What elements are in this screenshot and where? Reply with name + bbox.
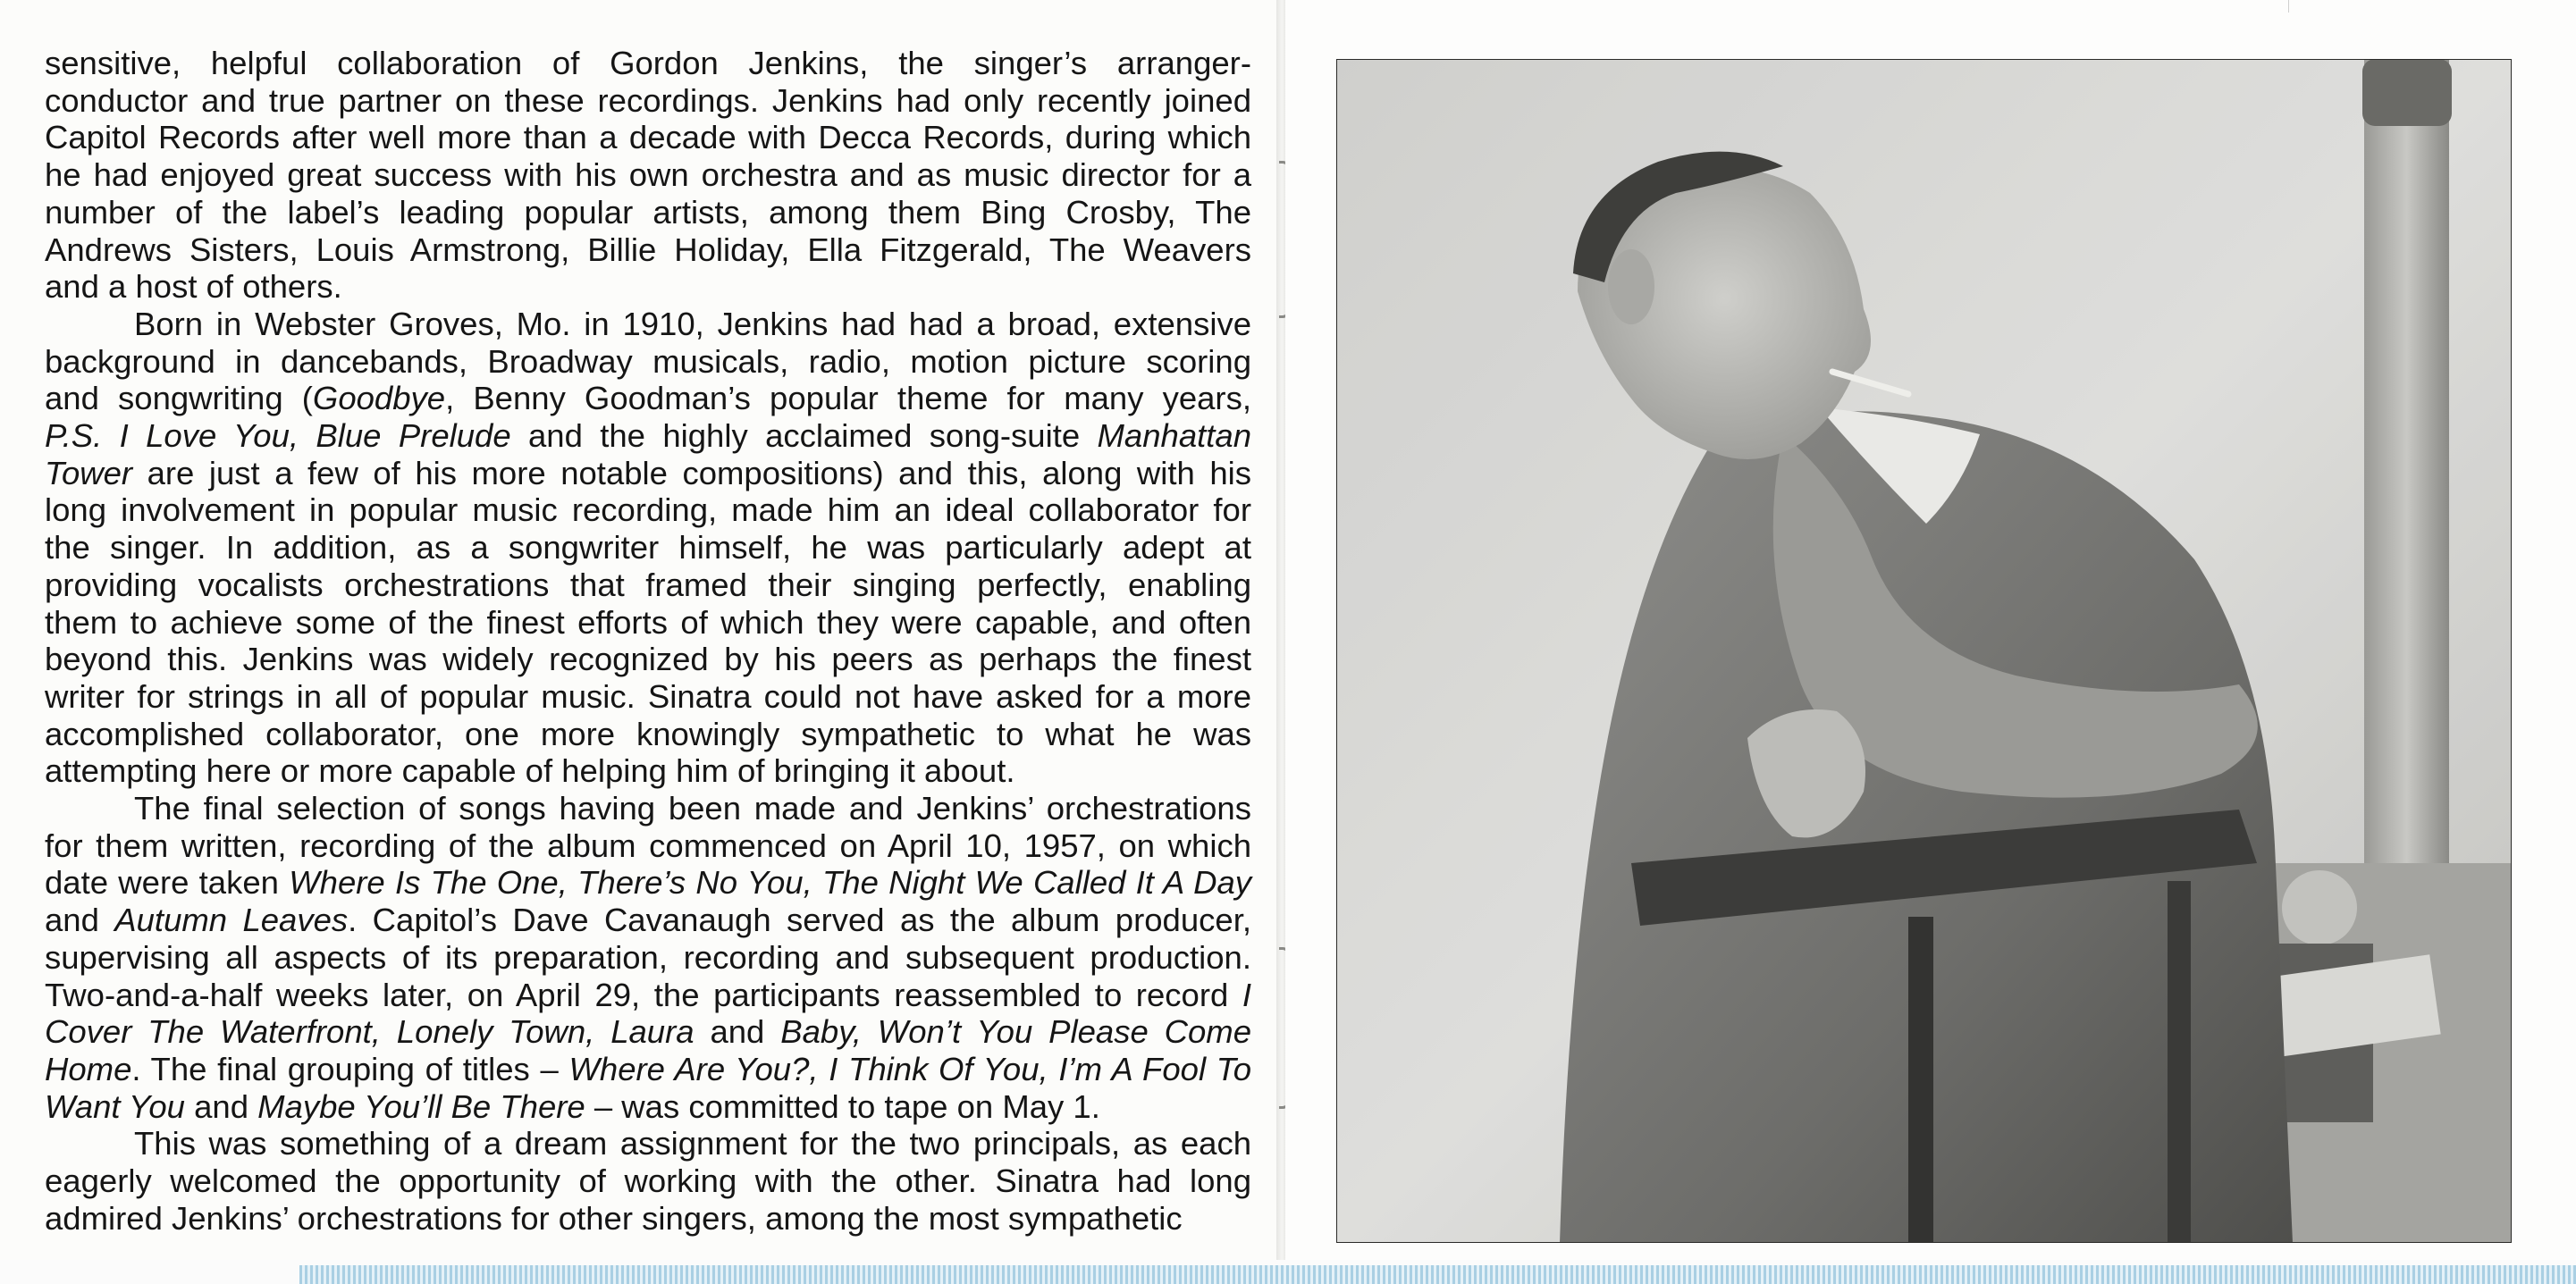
body-text: and a host of others. <box>45 268 342 306</box>
body-text: background in dancebands, Broadway musicals, radio, motion picture scoring <box>45 342 1251 380</box>
text-line <box>45 306 1251 343</box>
man-ear <box>1608 249 1654 324</box>
text-line <box>45 902 1251 939</box>
body-text: number of the label’s leading popular artists, among them Bing Crosby, The <box>45 193 1251 231</box>
body-text: sensitive, helpful collaboration of Gordon Jenkins, the singer’s arranger- <box>45 45 1251 81</box>
text-line <box>45 529 1251 566</box>
body-text: for them written, recording of the album commenced on April 10, 1957, on which <box>45 827 1251 864</box>
text-line <box>45 939 1251 977</box>
text-line <box>45 864 1251 902</box>
body-text: and the highly acclaimed song-suite <box>510 417 1098 455</box>
text-line <box>45 1200 1251 1238</box>
body-text: he had enjoyed great success with his own orchestra and as music director for a <box>45 156 1251 194</box>
text-line <box>45 678 1251 716</box>
text-line <box>45 45 1251 82</box>
body-text: long involvement in popular music recording, made him an ideal collaborator for <box>45 491 1251 529</box>
body-text: The final selection of songs having been made and Jenkins’ orchestrations <box>134 790 1251 827</box>
body-text: the singer. In addition, as a songwriter himself, he was particularly adept at <box>45 529 1251 566</box>
body-text: beyond this. Jenkins was widely recognized by his peers as perhaps the finest <box>45 641 1251 678</box>
studio-photograph <box>1336 59 2512 1243</box>
text-line <box>45 1162 1251 1200</box>
italic-title-text: Cover The Waterfront, Lonely Town, Laura <box>45 1013 695 1051</box>
body-text: attempting here or more capable of helping him of bringing it about. <box>45 752 1015 790</box>
body-text: are just a few of his more notable compositions) and this, along with his <box>132 454 1251 491</box>
page-corner-mark <box>2288 0 2289 13</box>
body-text: and <box>45 902 115 939</box>
liner-notes-text <box>45 45 1251 1238</box>
body-text: , Benny Goodman’s popular theme for many years, <box>445 380 1251 417</box>
italic-title-text: Where Are You?, I Think Of You, I’m A Fool To <box>568 1050 1252 1087</box>
text-line <box>45 417 1251 455</box>
body-text: This was something of a dream assignment for the two principals, as each <box>134 1125 1251 1162</box>
text-line <box>45 604 1251 642</box>
text-line <box>45 268 1251 306</box>
body-text: providing vocalists orchestrations that framed their singing perfectly, enabling <box>45 566 1251 603</box>
italic-title-text: Goodbye <box>312 380 446 417</box>
text-line <box>45 82 1251 120</box>
italic-title-text: Home <box>45 1050 132 1087</box>
body-text: Capitol Records after well more than a decade with Decca Records, during which <box>45 119 1251 156</box>
body-text: and songwriting ( <box>45 380 313 417</box>
text-line <box>45 716 1251 753</box>
text-line <box>45 1088 1251 1126</box>
italic-title-text: Manhattan <box>1097 417 1251 455</box>
body-text: conductor and true partner on these recordings. Jenkins had only recently joined <box>45 81 1251 119</box>
text-line <box>45 1125 1251 1162</box>
body-text: writer for strings in all of popular music. Sinatra could not have asked for a more <box>45 677 1251 715</box>
italic-title-text: Baby, Won’t You Please Come <box>780 1013 1252 1051</box>
text-line <box>45 343 1251 381</box>
text-line <box>45 566 1251 604</box>
body-text: Born in Webster Groves, Mo. in 1910, Jenkins had had a broad, extensive <box>134 305 1251 342</box>
body-text: Two-and-a-half weeks later, on April 29, the participants reassembled to record <box>45 976 1242 1013</box>
chair-leg <box>1908 917 1933 1243</box>
scan-edge-strip <box>299 1265 2576 1284</box>
body-text: . Capitol’s Dave Cavanaugh served as the album producer, <box>348 902 1251 939</box>
body-text: and <box>694 1013 781 1051</box>
italic-title-text: Maybe You’ll Be There <box>257 1087 585 1125</box>
body-text: and <box>184 1087 258 1125</box>
text-line <box>45 827 1251 865</box>
text-line <box>45 977 1251 1014</box>
body-text: . The final grouping of titles – <box>131 1050 569 1087</box>
italic-title-text: Tower <box>45 454 133 491</box>
text-line <box>45 455 1251 492</box>
text-line <box>45 1013 1251 1051</box>
text-line <box>45 491 1251 529</box>
italic-title-text: Where Is The One, There’s No You, The Night We Called It A Day <box>289 864 1251 902</box>
photograph-illustration <box>1336 59 2512 1243</box>
left-page <box>0 0 1280 1260</box>
body-text: Andrews Sisters, Louis Armstrong, Billie Holiday, Ella Fitzgerald, The Weavers <box>45 231 1251 268</box>
italic-title-text: Want You <box>45 1087 185 1125</box>
italic-title-text: I <box>1242 976 1251 1013</box>
text-line <box>45 194 1251 231</box>
text-line <box>45 641 1251 678</box>
text-line <box>45 1051 1251 1088</box>
body-text: eagerly welcomed the opportunity of working with the other. Sinatra had long <box>45 1162 1251 1200</box>
body-text: – was committed to tape on May 1. <box>585 1087 1100 1125</box>
body-text: admired Jenkins’ orchestrations for other singers, among the most sympathetic <box>45 1199 1183 1237</box>
text-line <box>45 231 1251 269</box>
text-line <box>45 752 1251 790</box>
body-text: supervising all aspects of its preparation, recording and subsequent production. <box>45 938 1251 976</box>
text-line <box>45 156 1251 194</box>
body-text: accomplished collaborator, one more knowingly sympathetic to what he was <box>45 715 1251 752</box>
body-text: them to achieve some of the finest efforts of which they were capable, and often <box>45 603 1251 641</box>
text-line <box>45 380 1251 417</box>
italic-title-text: Autumn Leaves <box>114 902 349 939</box>
body-text: date were taken <box>45 864 290 902</box>
text-line <box>45 119 1251 156</box>
text-line <box>45 790 1251 827</box>
italic-title-text: P.S. I Love You, Blue Prelude <box>45 417 511 455</box>
